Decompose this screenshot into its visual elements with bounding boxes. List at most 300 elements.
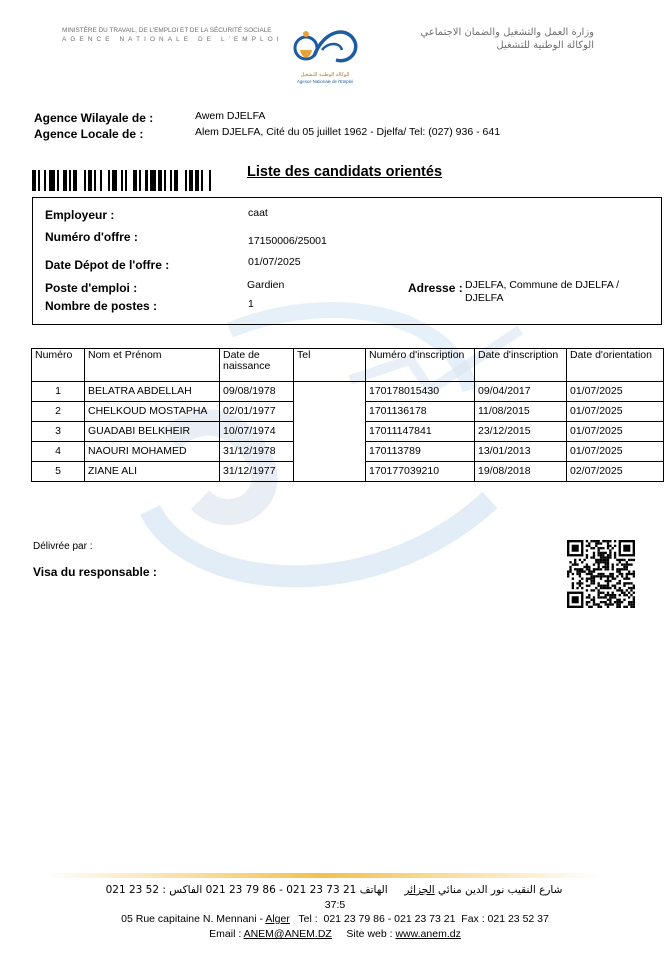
qr-module — [612, 573, 614, 575]
qr-module — [600, 606, 602, 608]
qr-module — [572, 578, 574, 580]
cell-tel — [294, 382, 366, 402]
qr-module — [583, 570, 585, 572]
qr-module — [597, 566, 599, 568]
qr-module — [590, 589, 592, 591]
qr-module — [602, 596, 604, 598]
qr-module — [633, 596, 635, 598]
col-header-numero: Numéro — [32, 349, 85, 382]
qr-module — [602, 585, 604, 587]
qr-module — [590, 570, 592, 572]
qr-module — [597, 561, 599, 563]
qr-module — [626, 575, 628, 577]
nombre-postes-value: 1 — [248, 298, 254, 310]
qr-module — [623, 606, 625, 608]
qr-module — [630, 603, 632, 605]
qr-module — [597, 573, 599, 575]
qr-module — [607, 554, 609, 556]
wilayale-value: Awem DJELFA — [195, 110, 266, 122]
qr-module — [605, 568, 607, 570]
qr-module — [586, 589, 588, 591]
qr-module — [612, 547, 614, 549]
qr-module — [612, 568, 614, 570]
qr-module — [588, 542, 590, 544]
qr-module — [593, 575, 595, 577]
qr-module — [579, 580, 581, 582]
qr-module — [633, 603, 635, 605]
qr-module — [581, 561, 583, 563]
qr-module — [581, 570, 583, 572]
qr-module — [605, 563, 607, 565]
agency-name-fr: AGENCE NATIONALE DE L'EMPLOI — [62, 36, 283, 43]
qr-finder-module — [572, 596, 579, 603]
qr-module — [607, 585, 609, 587]
qr-module — [588, 578, 590, 580]
qr-module — [600, 552, 602, 554]
qr-module — [605, 556, 607, 558]
qr-module — [626, 582, 628, 584]
qr-module — [607, 580, 609, 582]
employeur-label: Employeur : — [45, 208, 115, 222]
locale-value: Alem DJELFA, Cité du 05 juillet 1962 - Djelfa/ Tel: (027) 936 - 641 — [195, 126, 501, 138]
qr-finder-module — [572, 545, 579, 552]
qr-module — [574, 563, 576, 565]
qr-module — [609, 545, 611, 547]
qr-module — [586, 580, 588, 582]
qr-module — [619, 603, 621, 605]
qr-module — [607, 542, 609, 544]
qr-module — [614, 552, 616, 554]
qr-module — [593, 556, 595, 558]
cell-date-naissance: 10/07/1974 — [220, 422, 294, 442]
cell-numero: 3 — [32, 422, 85, 442]
qr-module — [602, 547, 604, 549]
qr-module — [593, 570, 595, 572]
qr-module — [612, 596, 614, 598]
qr-module — [614, 587, 616, 589]
qr-module — [623, 582, 625, 584]
qr-module — [602, 552, 604, 554]
footer-address-fr — [95, 913, 575, 925]
qr-module — [628, 573, 630, 575]
qr-module — [630, 573, 632, 575]
qr-module — [600, 578, 602, 580]
qr-module — [619, 589, 621, 591]
adresse-line-2: DJELFA — [465, 292, 504, 304]
cell-date-inscription: 09/04/2017 — [475, 382, 567, 402]
footer-ar-city: الجزائر — [404, 884, 435, 896]
qr-module — [621, 575, 623, 577]
footer-ar-phone-label: الهاتف — [359, 884, 388, 896]
candidates-table — [31, 348, 664, 482]
qr-module — [593, 568, 595, 570]
qr-module — [586, 566, 588, 568]
qr-module — [623, 568, 625, 570]
qr-module — [607, 563, 609, 565]
qr-module — [614, 578, 616, 580]
qr-module — [597, 575, 599, 577]
qr-module — [621, 589, 623, 591]
cell-date-naissance: 31/12/1977 — [220, 462, 294, 482]
qr-module — [609, 554, 611, 556]
qr-module — [583, 566, 585, 568]
qr-module — [590, 582, 592, 584]
qr-module — [621, 573, 623, 575]
qr-module — [595, 587, 597, 589]
col-header-num-inscription: Numéro d'inscription — [366, 349, 475, 382]
qr-module — [609, 603, 611, 605]
qr-module — [626, 568, 628, 570]
qr-module — [590, 540, 592, 542]
locale-label: Agence Locale de : — [34, 127, 144, 141]
qr-module — [630, 559, 632, 561]
qr-module — [593, 596, 595, 598]
qr-module — [633, 585, 635, 587]
qr-module — [595, 559, 597, 561]
qr-module — [600, 556, 602, 558]
qr-module — [579, 573, 581, 575]
qr-module — [621, 592, 623, 594]
qr-module — [588, 596, 590, 598]
qr-module — [593, 540, 595, 542]
qr-module — [616, 575, 618, 577]
qr-module — [597, 552, 599, 554]
qr-module — [597, 582, 599, 584]
qr-module — [628, 587, 630, 589]
nombre-postes-label: Nombre de postes : — [45, 299, 158, 313]
qr-module — [607, 603, 609, 605]
numero-offre-label: Numéro d'offre : — [45, 230, 138, 244]
qr-module — [583, 559, 585, 561]
cell-date-naissance: 09/08/1978 — [220, 382, 294, 402]
qr-module — [626, 563, 628, 565]
qr-module — [609, 556, 611, 558]
document-title: Liste des candidats orientés — [247, 164, 443, 180]
cell-tel — [294, 462, 366, 482]
qr-module — [593, 589, 595, 591]
qr-module — [572, 563, 574, 565]
qr-module — [597, 563, 599, 565]
qr-module — [586, 603, 588, 605]
qr-module — [605, 552, 607, 554]
qr-module — [621, 563, 623, 565]
qr-module — [597, 603, 599, 605]
qr-module — [630, 606, 632, 608]
qr-module — [609, 580, 611, 582]
qr-module — [576, 582, 578, 584]
qr-module — [595, 540, 597, 542]
qr-module — [623, 585, 625, 587]
qr-module — [628, 578, 630, 580]
qr-module — [633, 570, 635, 572]
qr-module — [581, 568, 583, 570]
qr-module — [595, 603, 597, 605]
cell-date-orientation: 01/07/2025 — [567, 442, 664, 462]
qr-module — [569, 566, 571, 568]
qr-module — [593, 582, 595, 584]
qr-module — [621, 559, 623, 561]
qr-module — [626, 566, 628, 568]
qr-module — [607, 556, 609, 558]
qr-module — [605, 603, 607, 605]
qr-module — [593, 578, 595, 580]
qr-module — [609, 573, 611, 575]
qr-module — [588, 601, 590, 603]
qr-module — [619, 561, 621, 563]
qr-module — [633, 592, 635, 594]
table-header-row — [32, 349, 664, 382]
qr-module — [623, 592, 625, 594]
qr-module — [586, 549, 588, 551]
qr-module — [597, 540, 599, 542]
qr-module — [626, 573, 628, 575]
footer-web — [95, 928, 575, 940]
qr-module — [590, 547, 592, 549]
qr-module — [630, 594, 632, 596]
qr-module — [597, 568, 599, 570]
qr-module — [607, 575, 609, 577]
qr-module — [633, 575, 635, 577]
qr-module — [612, 578, 614, 580]
qr-module — [597, 592, 599, 594]
cell-date-inscription: 11/08/2015 — [475, 402, 567, 422]
qr-module — [574, 561, 576, 563]
qr-module — [607, 540, 609, 542]
qr-module — [619, 580, 621, 582]
qr-module — [621, 601, 623, 603]
qr-module — [588, 573, 590, 575]
qr-module — [569, 561, 571, 563]
qr-module — [605, 585, 607, 587]
qr-module — [605, 559, 607, 561]
qr-module — [586, 540, 588, 542]
qr-module — [586, 573, 588, 575]
logo-caption-ar: الوكالة الوطنية للتشغيل — [300, 72, 350, 78]
footer-ar-street: شارع النقيب نور الدين منائي — [438, 884, 563, 896]
qr-module — [626, 578, 628, 580]
qr-module — [586, 596, 588, 598]
qr-module — [623, 563, 625, 565]
qr-module — [593, 603, 595, 605]
qr-module — [614, 601, 616, 603]
qr-module — [579, 570, 581, 572]
cell-nom: BELATRA ABDELLAH — [85, 382, 220, 402]
cell-date-orientation: 02/07/2025 — [567, 462, 664, 482]
qr-module — [567, 573, 569, 575]
qr-module — [605, 601, 607, 603]
ministry-name-ar: وزارة العمل والتشغيل والضمان الاجتماعي — [420, 27, 594, 38]
qr-module — [572, 582, 574, 584]
qr-module — [633, 601, 635, 603]
adresse-label: Adresse : — [408, 281, 463, 295]
qr-module — [597, 594, 599, 596]
numero-offre-value: 17150006/25001 — [248, 235, 327, 247]
qr-module — [616, 599, 618, 601]
qr-module — [595, 561, 597, 563]
col-header-date-naissance: Date de naissance — [220, 349, 294, 382]
qr-module — [619, 570, 621, 572]
cell-date-orientation: 01/07/2025 — [567, 402, 664, 422]
qr-module — [597, 585, 599, 587]
qr-module — [590, 573, 592, 575]
qr-module — [588, 594, 590, 596]
qr-module — [619, 601, 621, 603]
qr-module — [607, 582, 609, 584]
qr-module — [623, 594, 625, 596]
qr-module — [626, 594, 628, 596]
qr-module — [628, 570, 630, 572]
wilayale-label: Agence Wilayale de : — [34, 111, 154, 125]
qr-module — [614, 554, 616, 556]
qr-module — [609, 599, 611, 601]
qr-module — [602, 556, 604, 558]
qr-module — [595, 542, 597, 544]
qr-module — [609, 540, 611, 542]
qr-module — [600, 587, 602, 589]
cell-nom: CHELKOUD MOSTAPHA — [85, 402, 220, 422]
footer-ar-fax-label: الفاكس : — [162, 884, 203, 896]
qr-module — [623, 599, 625, 601]
qr-module — [609, 552, 611, 554]
qr-module — [630, 563, 632, 565]
qr-module — [612, 594, 614, 596]
qr-module — [579, 575, 581, 577]
visa-label: Visa du responsable : — [33, 565, 157, 579]
qr-module — [602, 573, 604, 575]
qr-module — [614, 556, 616, 558]
qr-module — [576, 587, 578, 589]
qr-module — [595, 545, 597, 547]
qr-module — [619, 594, 621, 596]
qr-module — [600, 592, 602, 594]
footer-address-ar — [100, 884, 568, 896]
cell-numero: 5 — [32, 462, 85, 482]
qr-module — [607, 606, 609, 608]
qr-module — [612, 563, 614, 565]
col-header-date-orientation: Date d'orientation — [567, 349, 664, 382]
qr-module — [609, 549, 611, 551]
footer-email-label: Email : — [209, 928, 244, 940]
qr-module — [633, 606, 635, 608]
qr-module — [607, 568, 609, 570]
qr-module — [626, 589, 628, 591]
qr-module — [586, 556, 588, 558]
qr-module — [600, 585, 602, 587]
table-row — [32, 442, 664, 462]
footer-extra: 37:5 — [324, 899, 346, 911]
footer-ar-fax: 021 23 52 — [105, 884, 160, 896]
qr-module — [628, 559, 630, 561]
qr-module — [607, 599, 609, 601]
qr-module — [602, 592, 604, 594]
qr-module — [593, 563, 595, 565]
qr-module — [586, 554, 588, 556]
qr-module — [607, 559, 609, 561]
cell-tel — [294, 442, 366, 462]
footer-ar-phone: 021 23 79 86 - 021 23 73 21 — [205, 884, 357, 896]
qr-module — [616, 603, 618, 605]
cell-num-inscription: 170177039210 — [366, 462, 475, 482]
qr-module — [593, 599, 595, 601]
qr-module — [612, 603, 614, 605]
qr-module — [600, 573, 602, 575]
qr-module — [612, 566, 614, 568]
cell-num-inscription: 170178015430 — [366, 382, 475, 402]
cell-num-inscription: 170113789 — [366, 442, 475, 462]
qr-module — [597, 554, 599, 556]
cell-date-orientation: 01/07/2025 — [567, 422, 664, 442]
qr-module — [569, 568, 571, 570]
qr-module — [574, 568, 576, 570]
qr-module — [586, 601, 588, 603]
qr-module — [616, 568, 618, 570]
qr-module — [590, 599, 592, 601]
qr-module — [600, 601, 602, 603]
qr-module — [616, 559, 618, 561]
qr-module — [600, 554, 602, 556]
qr-module — [588, 545, 590, 547]
adresse-value — [465, 279, 619, 305]
qr-module — [600, 596, 602, 598]
col-header-tel: Tel — [294, 349, 366, 382]
qr-module — [607, 561, 609, 563]
cell-num-inscription: 17011147841 — [366, 422, 475, 442]
qr-module — [597, 549, 599, 551]
qr-module — [609, 601, 611, 603]
qr-module — [605, 575, 607, 577]
col-header-date-inscription: Date d'inscription — [475, 349, 567, 382]
qr-module — [623, 559, 625, 561]
qr-module — [626, 561, 628, 563]
qr-module — [600, 559, 602, 561]
cell-numero: 4 — [32, 442, 85, 462]
qr-module — [619, 606, 621, 608]
qr-module — [633, 587, 635, 589]
qr-module — [633, 559, 635, 561]
qr-module — [593, 554, 595, 556]
footer-site-link[interactable]: www.anem.dz — [395, 928, 461, 940]
qr-module — [581, 582, 583, 584]
qr-module — [605, 540, 607, 542]
footer-email-link[interactable]: ANEM@ANEM.DZ — [243, 928, 332, 940]
qr-module — [586, 545, 588, 547]
qr-module — [576, 568, 578, 570]
qr-module — [590, 575, 592, 577]
qr-module — [602, 540, 604, 542]
qr-module — [630, 587, 632, 589]
qr-module — [628, 596, 630, 598]
qr-module — [572, 587, 574, 589]
qr-module — [576, 563, 578, 565]
footer-fr-street: 05 Rue capitaine N. Mennani - — [121, 913, 266, 925]
qr-module — [567, 575, 569, 577]
footer-fr-contacts: Tel : 021 23 79 86 - 021 23 73 21 Fax : 021 23 52 37 — [289, 913, 549, 925]
barcode-bar — [211, 170, 215, 191]
qr-module — [602, 601, 604, 603]
footer-divider — [44, 873, 600, 878]
qr-module — [586, 578, 588, 580]
qr-module — [633, 573, 635, 575]
qr-module — [619, 559, 621, 561]
poste-label: Poste d'emploi : — [45, 281, 138, 295]
qr-module — [590, 606, 592, 608]
qr-module — [607, 578, 609, 580]
qr-module — [595, 568, 597, 570]
qr-module — [614, 540, 616, 542]
qr-code — [567, 540, 635, 608]
ministry-header-fr — [62, 26, 283, 44]
qr-module — [612, 592, 614, 594]
